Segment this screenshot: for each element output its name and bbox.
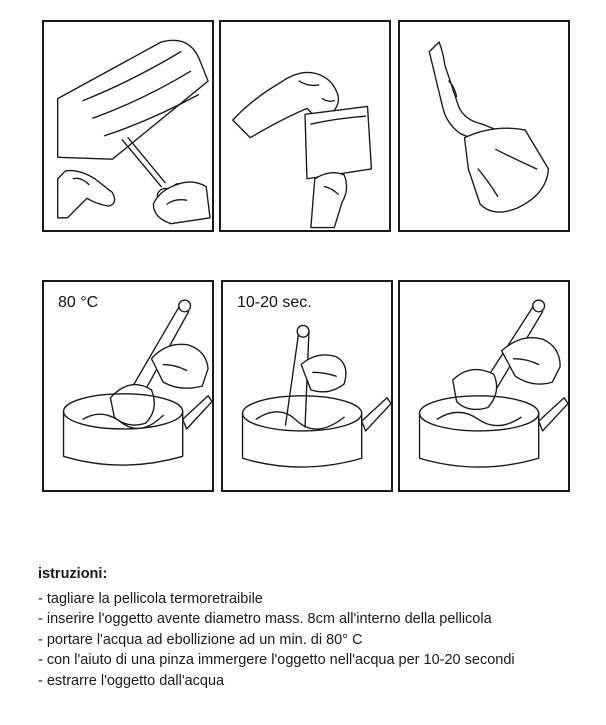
insert-object-drawing bbox=[400, 22, 568, 230]
instructions-title: istruzioni: bbox=[38, 566, 108, 582]
instructions-block bbox=[38, 564, 598, 691]
duration-label: 10-20 sec. bbox=[237, 294, 312, 311]
dip-object-pot-drawing bbox=[223, 282, 391, 490]
instructions-list bbox=[38, 589, 598, 692]
instruction-step: - tagliare la pellicola termoretraibile bbox=[38, 589, 598, 610]
instruction-step: - con l'aiuto di una pinza immergere l'oggetto nell'acqua per 10-20 secondi bbox=[38, 650, 598, 671]
cut-film-drawing bbox=[44, 22, 212, 230]
extract-object-pot-drawing bbox=[400, 282, 568, 490]
instruction-step: - estrarre l'oggetto dall'acqua bbox=[38, 671, 598, 692]
temperature-label: 80 °C bbox=[58, 294, 99, 311]
step-illustration-dip-object bbox=[221, 280, 393, 492]
step-illustration-open-film bbox=[219, 20, 391, 232]
step-illustration-insert-object bbox=[398, 20, 570, 232]
open-film-drawing bbox=[221, 22, 389, 230]
step-illustration-heat-water bbox=[42, 280, 214, 492]
step-illustration-extract-object bbox=[398, 280, 570, 492]
instruction-step: - inserire l'oggetto avente diametro mass. 8cm all'interno della pellicola bbox=[38, 609, 598, 630]
instruction-step: - portare l'acqua ad ebollizione ad un min. di 80° C bbox=[38, 630, 598, 651]
step-illustration-cut-film bbox=[42, 20, 214, 232]
heat-water-pot-drawing bbox=[44, 282, 212, 490]
